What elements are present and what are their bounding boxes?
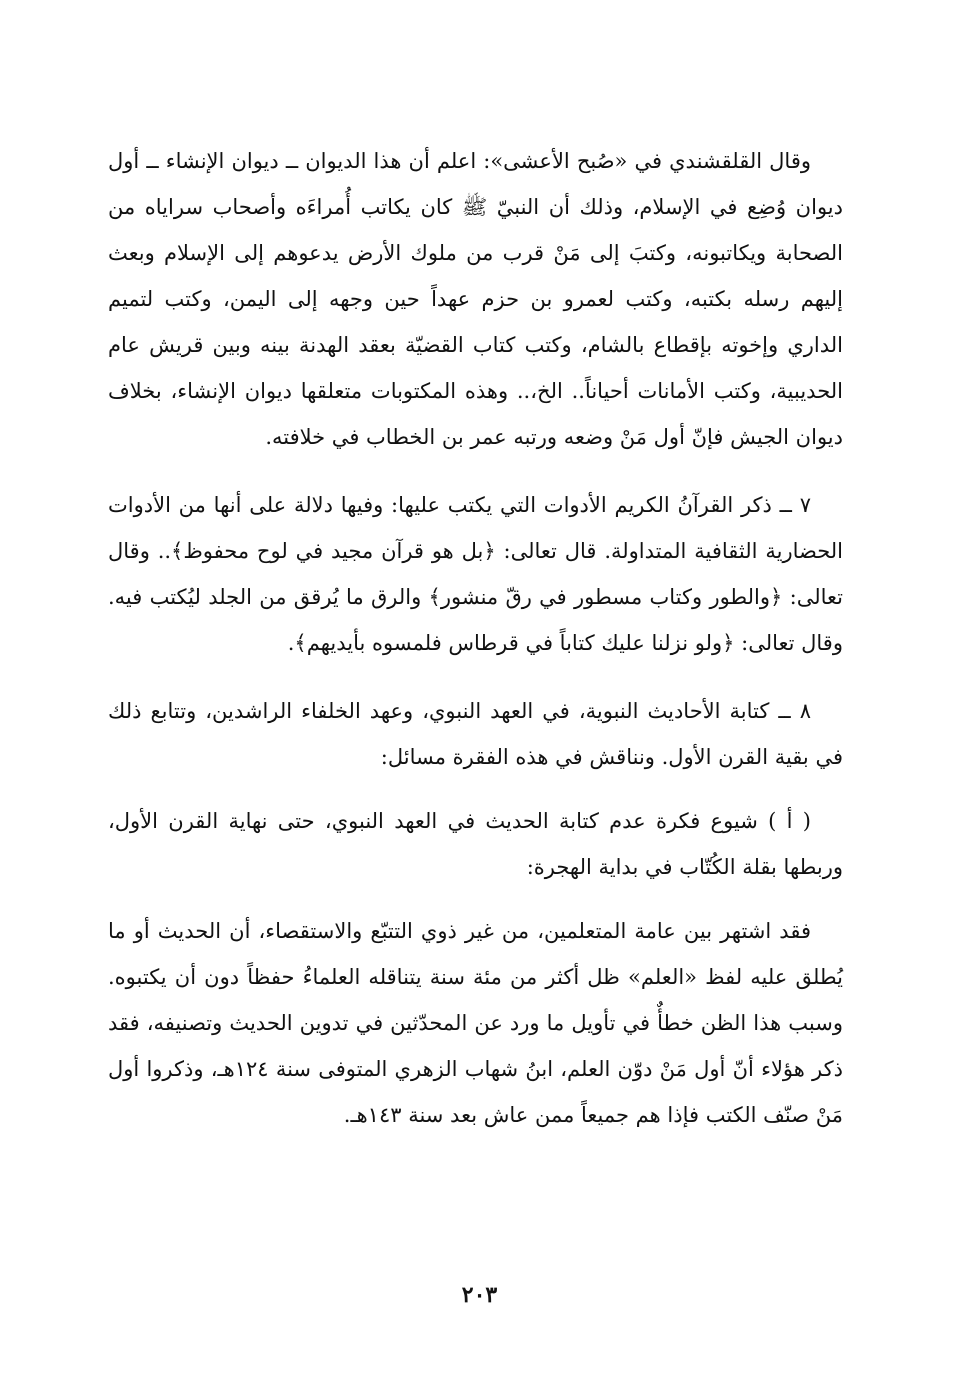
paragraph-common-belief: فقد اشتهر بين عامة المتعلمين، من غير ذوي التتبّع والاستقصاء، أن الحديث أو ما يُطلق عليه لفظ «العلم» ظل أكثر من مئة سنة يتناقله العلماءُ حفظاً دون أن يكتبوه. وسبب هذا الظن خطأٌ في تأويل ما ورد عن المحدّثين في تدوين الحديث وتصنيفه، فقد ذكر هؤلاء أنّ أول مَنْ دوّن العلم، ابنُ شهاب الزهري المتوفى سنة ١٢٤هـ، وذكروا أول مَنْ صنّف الكتب فإذا هم جميعاً ممن عاش بعد سنة ١٤٣هـ.	[108, 919, 843, 1127]
paragraph-qalqashandi-quote: وقال القلقشندي في «صُبح الأعشى»: اعلم أن هذا الديوان ــ ديوان الإنشاء ــ أول ديوان وُضِع في الإسلام، وذلك أن النبيّ ﷺ كان يكاتب أُمراءَه وأصحاب سراياه من الصحابة ويكاتبونه، وكتبَ إلى مَنْ قرب من ملوك الأرض يدعوهم إلى الإسلام وبعث إليهم رسله بكتبه، وكتب لعمرو بن حزم عهداً حين وجهه إلى اليمن، وكتب لتميم الداري وإخوته بإقطاع بالشام، وكتب كتاب القضيّة بعقد الهدنة بينه وبين قريش عام الحديبية، وكتب الأمانات أحياناً.. الخ،.. وهذه المكتوبات متعلقها ديوان الإنشاء، بخلاف ديوان الجيش فإنّ أول مَنْ وضعه ورتبه عمر بن الخطاب في خلافته.	[108, 149, 843, 449]
page-number: ٢٠٣	[461, 1282, 498, 1308]
page-body	[108, 138, 843, 1160]
paragraph-subsection-a: ( أ ) شيوع فكرة عدم كتابة الحديث في العهد النبوي، حتى نهاية القرن الأول، وربطها بقلة الكُتّاب في بداية الهجرة:	[108, 809, 843, 879]
paragraph-item-7: ٧ ــ ذكر القرآنُ الكريم الأدوات التي يكتب عليها: وفيها دلالة على أنها من الأدوات الحضارية الثقافية المتداولة. قال تعالى: ﴿بل هو قرآن مجيد في لوح محفوظ﴾.. وقال تعالى: ﴿والطور وكتاب مسطور في رقّ منشور﴾ والرق ما يُرقق من الجلد ليُكتب فيه. وقال تعالى: ﴿ولو نزلنا عليك كتاباً في قرطاس فلمسوه بأيديهم﴾.	[108, 493, 843, 655]
paragraph-item-8: ٨ ــ كتابة الأحاديث النبوية، في العهد النبوي، وعهد الخلفاء الراشدين، وتتابع ذلك في بقية القرن الأول. ونناقش في هذه الفقرة مسائل:	[108, 699, 843, 769]
